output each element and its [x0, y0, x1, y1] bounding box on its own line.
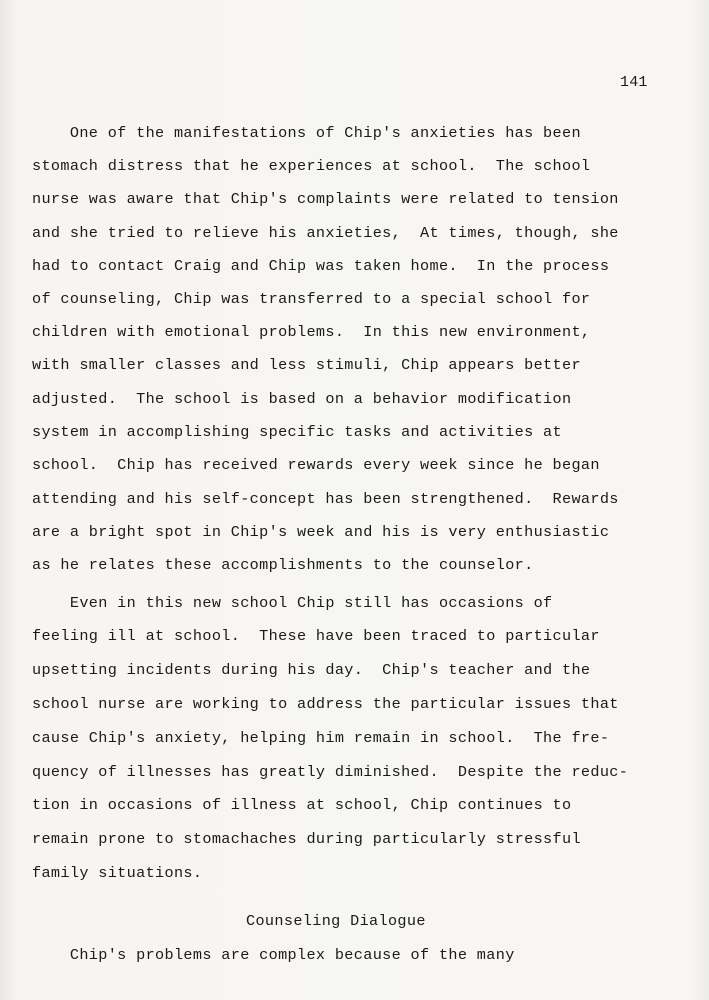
paragraph-1-line: school. Chip has received rewards every week since he began	[32, 456, 600, 474]
paragraph-2-line: remain prone to stomachaches during particularly stressful	[32, 830, 581, 848]
paragraph-2-line: cause Chip's anxiety, helping him remain in school. The fre-	[32, 729, 610, 747]
paragraph-1-line: had to contact Craig and Chip was taken home. In the process	[32, 257, 610, 275]
paragraph-1-line: nurse was aware that Chip's complaints were related to tension	[32, 190, 619, 208]
paragraph-1-line: with smaller classes and less stimuli, Chip appears better	[32, 356, 581, 374]
paragraph-1-line: are a bright spot in Chip's week and his is very enthusiastic	[32, 523, 610, 541]
paragraph-1-line: and she tried to relieve his anxieties, At times, though, she	[32, 224, 619, 242]
paragraph-2-line: school nurse are working to address the particular issues that	[32, 695, 619, 713]
paragraph-1-line: system in accomplishing specific tasks and activities at	[32, 423, 562, 441]
paragraph-2-line: Even in this new school Chip still has occasions of	[32, 594, 553, 612]
paragraph-2-line: family situations.	[32, 864, 203, 882]
paragraph-2-line: upsetting incidents during his day. Chip's teacher and the	[32, 661, 591, 679]
paragraph-2-line: tion in occasions of illness at school, Chip continues to	[32, 796, 572, 814]
paragraph-1-line: of counseling, Chip was transferred to a special school for	[32, 290, 591, 308]
paragraph-1-line: adjusted. The school is based on a behavior modification	[32, 390, 572, 408]
paragraph-2-line: feeling ill at school. These have been traced to particular	[32, 627, 600, 645]
section-heading: Counseling Dialogue	[246, 912, 426, 930]
paragraph-1-line: stomach distress that he experiences at school. The school	[32, 157, 591, 175]
paragraph-2-line: quency of illnesses has greatly diminished. Despite the reduc-	[32, 763, 629, 781]
paragraph-1-line: One of the manifestations of Chip's anxieties has been	[32, 124, 581, 142]
paragraph-1-line: as he relates these accomplishments to the counselor.	[32, 556, 534, 574]
paragraph-3-line: Chip's problems are complex because of the many	[32, 946, 515, 964]
paragraph-1-line: children with emotional problems. In this new environment,	[32, 323, 591, 341]
paragraph-1-line: attending and his self-concept has been strengthened. Rewards	[32, 490, 619, 508]
page-number: 141	[620, 74, 648, 91]
